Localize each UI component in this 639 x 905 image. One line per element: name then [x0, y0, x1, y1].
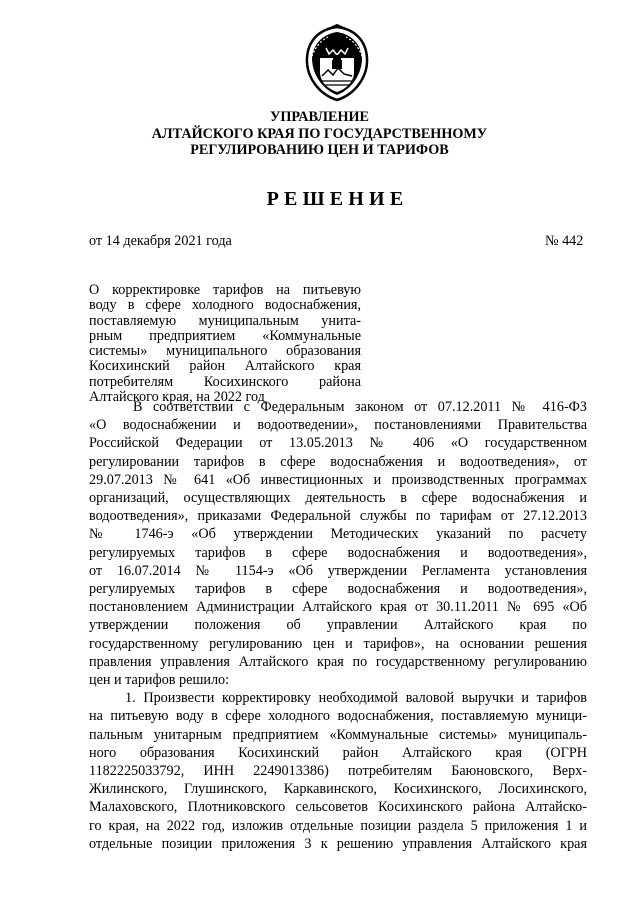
body-line: государственному регулированию цен и тарифов», на основании решения — [89, 635, 587, 652]
org-name-line-1: УПРАВЛЕНИЕ — [269, 109, 370, 125]
body-line: организаций, осуществляющих деятельность в сфере водоснабжения и — [89, 490, 587, 507]
body-line: утверждении положения об управлении Алтайского края по — [89, 617, 587, 634]
org-name-line-2: АЛТАЙСКОГО КРАЯ ПО ГОСУДАРСТВЕННОМУ — [151, 126, 488, 142]
org-name-line-3: РЕГУЛИРОВАНИЮ ЦЕН И ТАРИФОВ — [190, 142, 449, 158]
body-line: «О водоснабжении и водоотведении», постановлениями Правительства — [89, 417, 587, 434]
body-line: водоотведения», приказами Федеральной службы по тарифам от 27.12.2013 — [89, 508, 587, 525]
document-subject — [89, 283, 361, 405]
subject-line: рным предприятием «Коммунальные — [89, 327, 361, 344]
coat-of-arms-emblem — [298, 24, 376, 104]
body-line: 1. Произвести корректировку необходимой валовой выручки и тарифов — [125, 690, 587, 707]
subject-line: О корректировке тарифов на питьевую — [89, 282, 361, 298]
body-line: постановлением Администрации Алтайского края от 30.11.2011 № 695 «Об — [89, 599, 587, 616]
body-line: 29.07.2013 № 641 «Об инвестиционных и производственных программах — [89, 471, 587, 488]
document-body — [89, 398, 587, 853]
body-line: пальным унитарным предприятием «Коммунальные системы» муниципаль- — [89, 726, 587, 743]
subject-line: системы» муниципального образования — [89, 343, 361, 360]
body-line: регулируемых тарифов в сфере водоснабжения и водоотведения», — [89, 544, 587, 561]
body-line: от 16.07.2014 № 1154-э «Об утверждении Регламента установления — [89, 562, 587, 579]
body-line: регулировании тарифов в сфере водоснабжения и водоотведения», от — [89, 453, 587, 470]
subject-line: Косихинский район Алтайского края — [89, 358, 361, 375]
body-line: ного образования Косихинский район Алтайского края (ОГРН — [89, 744, 587, 761]
subject-line: потребителям Косихинского района — [89, 373, 361, 390]
document-number: № 442 — [545, 233, 584, 249]
body-line: Российской Федерации от 13.05.2013 № 406 «О государственном — [89, 435, 587, 452]
body-line: В соответствии с Федеральным законом от 07.12.2011 № 416-ФЗ — [133, 399, 587, 415]
body-line: цен и тарифов решило: — [89, 672, 230, 689]
body-line: № 1746-э «Об утверждении Методических указаний по расчету — [89, 526, 587, 543]
subject-line: поставляемую муниципальным унита- — [89, 312, 361, 329]
body-line: на питьевую воду в сфере холодного водоснабжения, поставляемую муници- — [89, 708, 587, 725]
body-line: Малаховского, Плотниковского сельсоветов Косихинского района Алтайско- — [89, 799, 587, 816]
document-date: от 14 декабря 2021 года — [89, 233, 232, 249]
document-type-title: РЕШЕНИЕ — [266, 188, 409, 210]
body-line: правления управления Алтайского края по государственному регулированию — [89, 653, 587, 670]
body-line: го края, на 2022 год, изложив отдельные позиции раздела 5 приложения 1 и — [89, 817, 587, 834]
body-line: 1182225033792, ИНН 2249013386) потребителям Баюновского, Верх- — [89, 763, 587, 780]
subject-line: воду в сфере холодного водоснабжения, — [89, 297, 361, 314]
subject-line: Алтайского края, на 2022 год — [89, 389, 265, 406]
body-line: отдельные позиции приложения 3 к решению управления Алтайского края — [89, 835, 587, 852]
body-line: Жилинского, Глушинского, Каркавинского, Косихинского, Лосихинского, — [89, 781, 587, 798]
body-line: регулируемых тарифов в сфере водоснабжения и водоотведения», — [89, 581, 587, 598]
